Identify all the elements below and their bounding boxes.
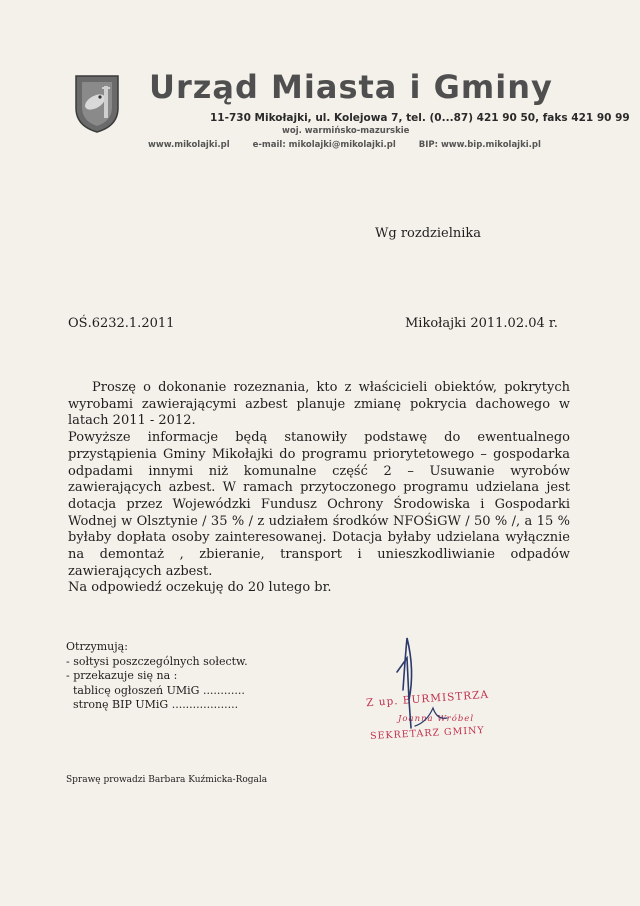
website-link: www.mikolajki.pl xyxy=(148,140,230,150)
stamp-line: SEKRETARZ GMINY xyxy=(369,725,485,742)
reference-number: OŚ.6232.1.2011 xyxy=(68,316,175,331)
list-item: - przekazuje się na : xyxy=(66,669,178,683)
distribution-list xyxy=(66,640,248,713)
body-paragraph: Na odpowiedź oczekuję do 20 lutego br. xyxy=(68,580,332,596)
coat-of-arms-icon xyxy=(74,74,120,134)
body-paragraph: Powyższe informacje będą stanowiły podstawę do ewentualnego przystąpienia Gminy Mikołajki do programu priorytetowego – gospodarka odpadami innymi niż komunalne część 2 – Usuwanie wyrobów zawierających azbest. W ramach przytoczonego programu udzielana jest dotacja przez Wojewódzki Fundusz Ochrony Środowiska i Gospodarki Wodnej w Olsztynie / 35 % / z udziałem środków NFOŚiGW / 50 % /, a 15 % byłaby dopłata osoby zainteresowanej. Dotacja byłaby udzielana wyłącznie na demontaż , zbieranie, transport i unieszkodliwianie odpadów zawierających azbest. xyxy=(68,430,570,579)
institution-address: 11-730 Mikołajki, ul. Kolejowa 7, tel. (0...87) 421 90 50, faks 421 90 99 xyxy=(210,112,630,124)
institution-name: Urząd Miasta i Gminy xyxy=(149,68,553,106)
email-link: e-mail: mikolajki@mikolajki.pl xyxy=(252,140,396,150)
list-item: tablicę ogłoszeń UMiG ............ xyxy=(73,683,245,697)
recipient: Wg rozdzielnika xyxy=(375,226,482,241)
body-paragraph: Proszę o dokonanie rozeznania, kto z właścicieli obiektów, pokrytych wyrobami zawierającymi azbest planuje zmianę pokrycia dachowego w latach 2011 - 2012. xyxy=(68,380,570,429)
stamp-line: Z up. BURMISTRZA xyxy=(365,688,490,710)
handwritten-signature-icon xyxy=(385,630,455,740)
institution-region: woj. warmińsko-mazurskie xyxy=(282,126,410,136)
list-item: stronę BIP UMiG ................... xyxy=(73,698,239,712)
place-and-date: Mikołajki 2011.02.04 r. xyxy=(405,316,558,331)
stamp-line: Joanna Wróbel xyxy=(398,714,475,724)
list-item: - sołtysi poszczególnych sołectw. xyxy=(66,654,248,668)
bip-link: BIP: www.bip.mikolajki.pl xyxy=(418,140,541,150)
letter-body xyxy=(68,380,570,597)
distribution-heading: Otrzymują: xyxy=(66,640,128,653)
institution-contacts xyxy=(148,140,561,150)
handled-by: Sprawę prowadzi Barbara Kuźmicka-Rogala xyxy=(66,775,268,785)
